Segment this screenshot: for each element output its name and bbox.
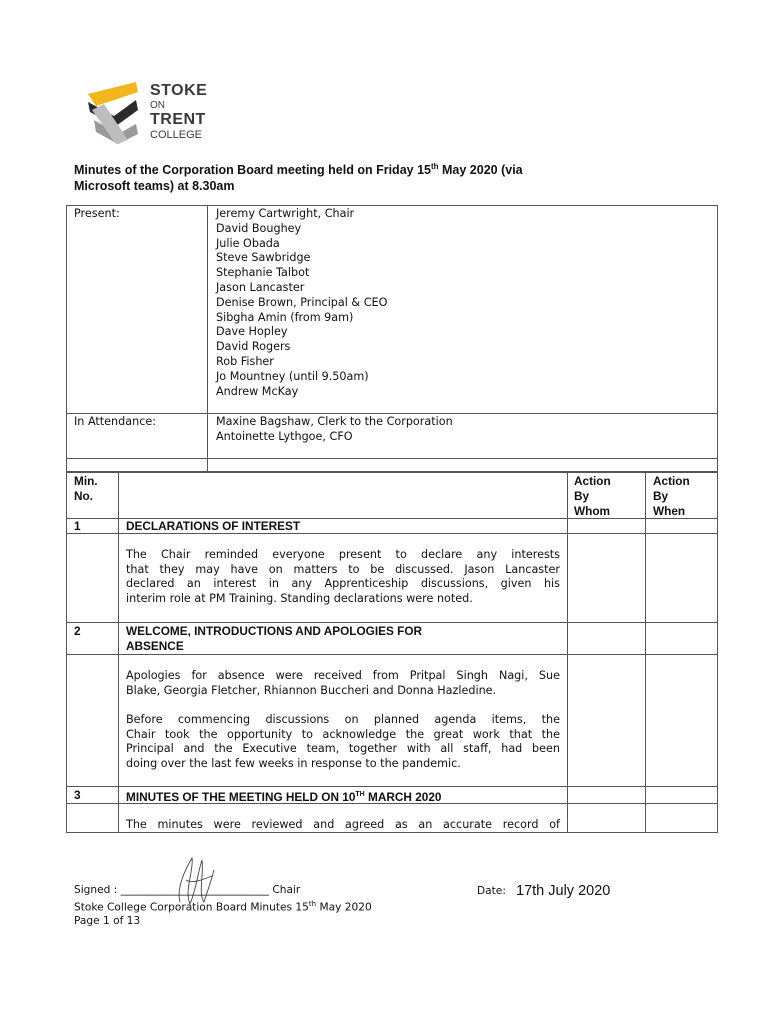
present-name: Denise Brown, Principal & CEO bbox=[216, 295, 388, 309]
logo-text-college: COLLEGE bbox=[150, 129, 202, 141]
header-no-line: No. bbox=[74, 488, 94, 503]
body-line: The Chair reminded everyone present to declare any interests bbox=[126, 548, 560, 561]
item-2-para-1 bbox=[126, 669, 560, 698]
doc-ref-part: Stoke College Corporation Board Minutes 15 bbox=[74, 901, 309, 914]
header-action-line: Action bbox=[574, 474, 611, 488]
logo-text-on: ON bbox=[150, 100, 165, 111]
item-1-body bbox=[126, 548, 560, 606]
present-name: David Boughey bbox=[216, 221, 302, 235]
present-name: Jeremy Cartwright, Chair bbox=[216, 207, 355, 220]
body-line: interim role at PM Training. Standing declarations were noted. bbox=[126, 591, 473, 605]
header-min-line: Min. bbox=[74, 474, 98, 488]
item-heading-part: MARCH 2020 bbox=[364, 789, 442, 804]
body-line: Principal and the Executive team, together with all staff, had been bbox=[126, 742, 560, 756]
minutes-col-divider-2 bbox=[567, 471, 568, 832]
attendance-row-rule-2 bbox=[66, 458, 717, 459]
title-part1: Minutes of the Corporation Board meeting held on Friday 15 bbox=[74, 163, 431, 178]
item-heading-line: ABSENCE bbox=[126, 638, 184, 653]
item-heading-part: MINUTES OF THE MEETING HELD ON 10 bbox=[126, 789, 356, 804]
attendance-label: In Attendance: bbox=[74, 415, 156, 428]
body-line: doing over the last few weeks in response to the pandemic. bbox=[126, 756, 461, 770]
title-part2: May 2020 (via bbox=[438, 163, 523, 178]
item-3-body bbox=[126, 818, 560, 833]
minutes-row-rule bbox=[66, 786, 717, 787]
body-line: The minutes were reviewed and agreed as an accurate record of bbox=[126, 818, 560, 831]
item-2-para-2 bbox=[126, 713, 560, 771]
body-line: that they may have on matters to be discussed. Jason Lancaster bbox=[126, 562, 560, 576]
header-by-line: By bbox=[574, 488, 590, 503]
signed-line: Signed : ____________________________ Chair bbox=[74, 884, 301, 896]
title-sup: th bbox=[430, 162, 439, 171]
header-by-line: By bbox=[653, 488, 669, 503]
minutes-row-rule bbox=[66, 622, 717, 623]
header-min-no bbox=[74, 474, 98, 504]
item-number: 1 bbox=[74, 519, 81, 533]
item-heading bbox=[126, 624, 422, 654]
item-heading bbox=[126, 788, 441, 805]
page-footer bbox=[74, 884, 372, 928]
attendance-name: Maxine Bagshaw, Clerk to the Corporation bbox=[216, 415, 453, 428]
doc-ref-sup: th bbox=[308, 899, 317, 908]
attendance-divider bbox=[207, 205, 208, 472]
logo-text-trent: TRENT bbox=[150, 111, 206, 128]
present-name: Steve Sawbridge bbox=[216, 251, 311, 265]
attendance-list bbox=[216, 415, 453, 445]
item-heading-line: WELCOME, INTRODUCTIONS AND APOLOGIES FOR bbox=[126, 624, 423, 638]
item-heading-sup: TH bbox=[355, 791, 365, 798]
present-name: Rob Fisher bbox=[216, 354, 274, 368]
present-name: Sibgha Amin (from 9am) bbox=[216, 310, 354, 324]
header-action-by-when bbox=[653, 474, 690, 518]
present-name: Stephanie Talbot bbox=[216, 266, 310, 280]
attendance-name: Antoinette Lythgoe, CFO bbox=[216, 429, 353, 443]
minutes-row-rule bbox=[66, 654, 717, 655]
minutes-col-divider-3 bbox=[645, 471, 646, 832]
present-name: Jason Lancaster bbox=[216, 280, 305, 294]
logo-text-stoke: STOKE bbox=[150, 82, 208, 99]
body-line: Blake, Georgia Fletcher, Rhiannon Buccheri and Donna Hazledine. bbox=[126, 683, 497, 697]
header-action-by-whom bbox=[574, 474, 611, 518]
body-line: Apologies for absence were received from Pritpal Singh Nagi, Sue bbox=[126, 669, 560, 682]
present-name: David Rogers bbox=[216, 340, 291, 354]
item-number: 2 bbox=[74, 624, 81, 638]
item-heading: DECLARATIONS OF INTEREST bbox=[126, 519, 301, 533]
body-line: declared an interest in any Apprenticeship discussions, given his bbox=[126, 577, 560, 591]
header-whom-line: Whom bbox=[574, 503, 611, 518]
date-label: Date: bbox=[477, 885, 506, 897]
item-number: 3 bbox=[74, 788, 81, 802]
page-number: Page 1 of 13 bbox=[74, 914, 141, 927]
present-name: Dave Hopley bbox=[216, 325, 288, 339]
doc-ref-part: May 2020 bbox=[316, 901, 372, 914]
body-line: Before commencing discussions on planned agenda items, the bbox=[126, 713, 560, 726]
header-when-line: When bbox=[653, 503, 686, 518]
present-name: Andrew McKay bbox=[216, 384, 299, 398]
present-label: Present: bbox=[74, 207, 120, 220]
header-action-line: Action bbox=[653, 474, 690, 488]
document-title bbox=[74, 159, 694, 194]
body-line: Chair took the opportunity to acknowledge the great work that the bbox=[126, 727, 560, 741]
present-name: Julie Obada bbox=[216, 236, 280, 250]
logo-mark-icon bbox=[84, 80, 144, 146]
present-list bbox=[216, 207, 387, 399]
present-name: Jo Mountney (until 9.50am) bbox=[216, 369, 369, 383]
attendance-row-rule bbox=[66, 413, 717, 414]
date-value: 17th July 2020 bbox=[516, 883, 611, 899]
minutes-col-divider-1 bbox=[118, 471, 119, 832]
college-logo bbox=[84, 80, 224, 146]
document-reference bbox=[74, 898, 372, 915]
title-line2: Microsoft teams) at 8.30am bbox=[74, 179, 235, 194]
